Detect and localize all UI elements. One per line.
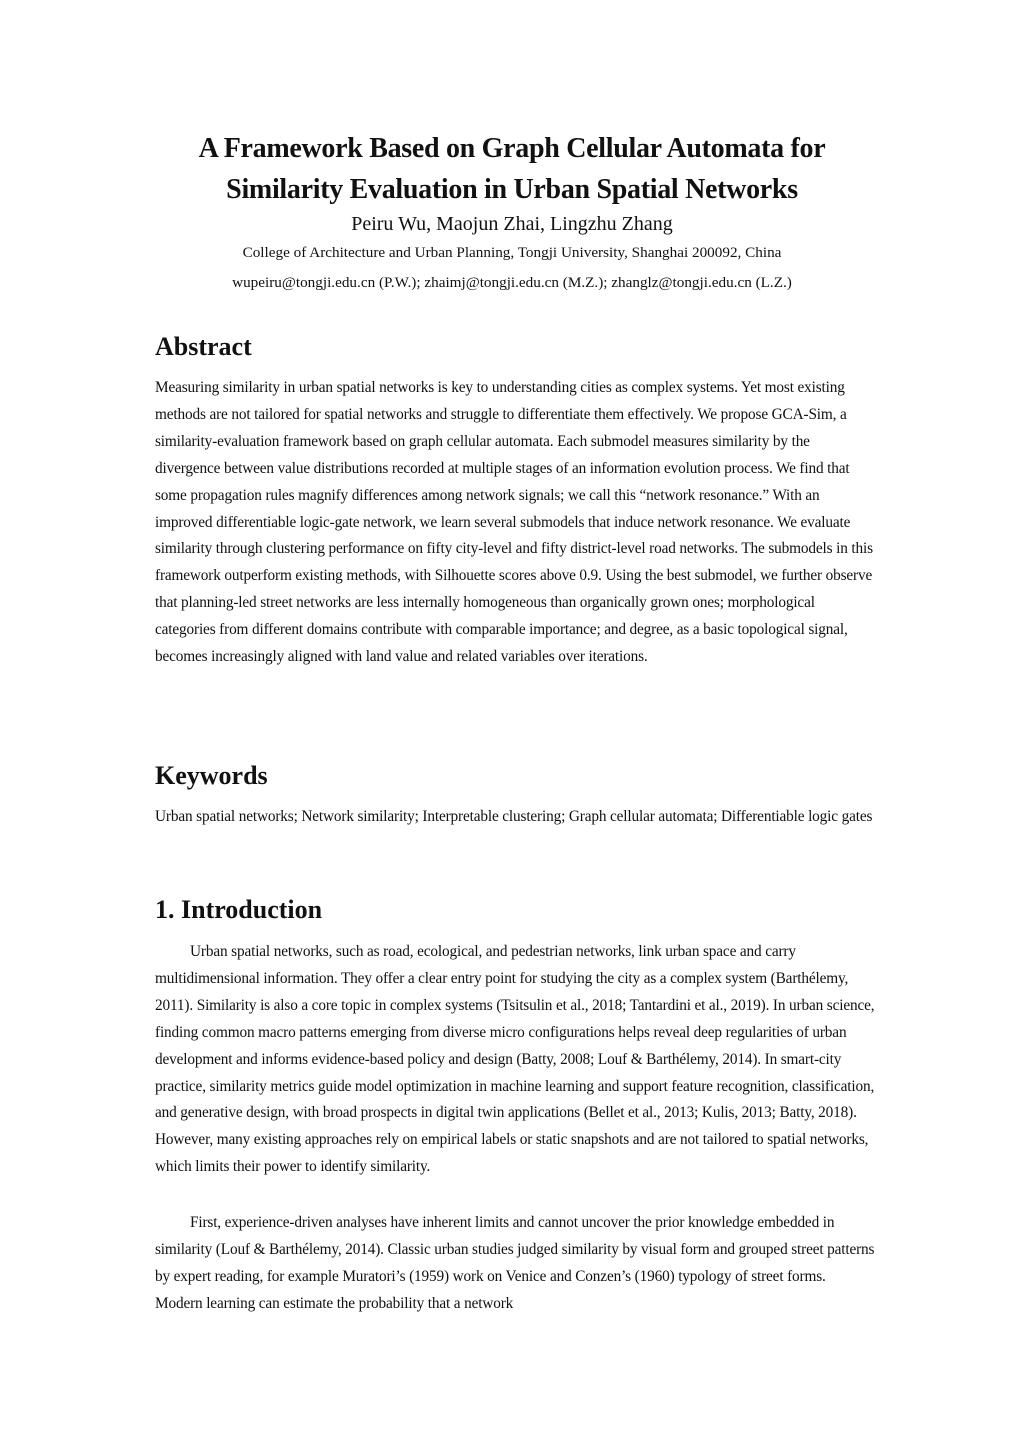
author-list: Peiru Wu, Maojun Zhai, Lingzhu Zhang (351, 213, 673, 235)
introduction-heading: 1. Introduction (155, 895, 323, 924)
abstract-text: Measuring similarity in urban spatial networks is key to understanding cities as complex systems. Yet most existing methods are not tailored for spatial networks and struggle to differentiate them effectively. We propose GCA-Sim, a similarity-evaluation framework based on graph cellular automata. Each submodel measures similarity by the divergence between value distributions recorded at multiple stages of an information evolution process. We find that some propagation rules magnify differences among network signals; we call this “network resonance.” With an improved differentiable logic-gate network, we learn several submodels that induce network resonance. We evaluate similarity through clustering performance on fifty city-level and fifty district-level road networks. The submodels in this framework outperform existing methods, with Silhouette scores above 0.9. Using the best submodel, we further observe that planning-led street networks are less internally homogeneous than organically grown ones; morphological categories from different domains contribute with comparable importance; and degree, as a basic topological signal, becomes increasingly aligned with land value and related variables over iterations. (155, 379, 873, 666)
affiliation: College of Architecture and Urban Planning, Tongji University, Shanghai 200092, China (242, 244, 782, 261)
paper-title (100, 128, 924, 210)
author-emails: wupeiru@tongji.edu.cn (P.W.); zhaimj@tongji.edu.cn (M.Z.); zhanglz@tongji.edu.cn (L.Z.) (232, 274, 792, 291)
keywords-heading: Keywords (155, 761, 268, 790)
keywords-text: Urban spatial networks; Network similarity; Interpretable clustering; Graph cellular automata; Differentiable logic gates (155, 808, 873, 825)
title-line-1: A Framework Based on Graph Cellular Automata for (198, 133, 826, 164)
abstract-heading: Abstract (155, 332, 252, 361)
title-line-2: Similarity Evaluation in Urban Spatial Networks (226, 174, 798, 205)
intro-paragraph-1: Urban spatial networks, such as road, ecological, and pedestrian networks, link urban space and carry multidimensional information. They offer a clear entry point for studying the city as a complex system (Barthélemy, 2011). Similarity is also a core topic in complex systems (Tsitsulin et al., 2018; Tantardini et al., 2019). In urban science, finding common macro patterns emerging from diverse micro configurations helps reveal deep regularities of urban development and informs evidence-based policy and design (Batty, 2008; Louf & Barthélemy, 2014). In smart-city practice, similarity metrics guide model optimization in machine learning and support feature recognition, classification, and generative design, with broad prospects in digital twin applications (Bellet et al., 2013; Kulis, 2013; Batty, 2018). However, many existing approaches rely on empirical labels or static snapshots and are not tailored to spatial networks, which limits their power to identify similarity. (155, 943, 875, 1176)
intro-paragraph-2: First, experience-driven analyses have inherent limits and cannot uncover the prior knowledge embedded in similarity (Louf & Barthélemy, 2014). Classic urban studies judged similarity by visual form and grouped street patterns by expert reading, for example Muratori’s (1959) work on Venice and Conzen’s (1960) typology of street forms. Modern learning can estimate the probability that a network (155, 1214, 875, 1312)
